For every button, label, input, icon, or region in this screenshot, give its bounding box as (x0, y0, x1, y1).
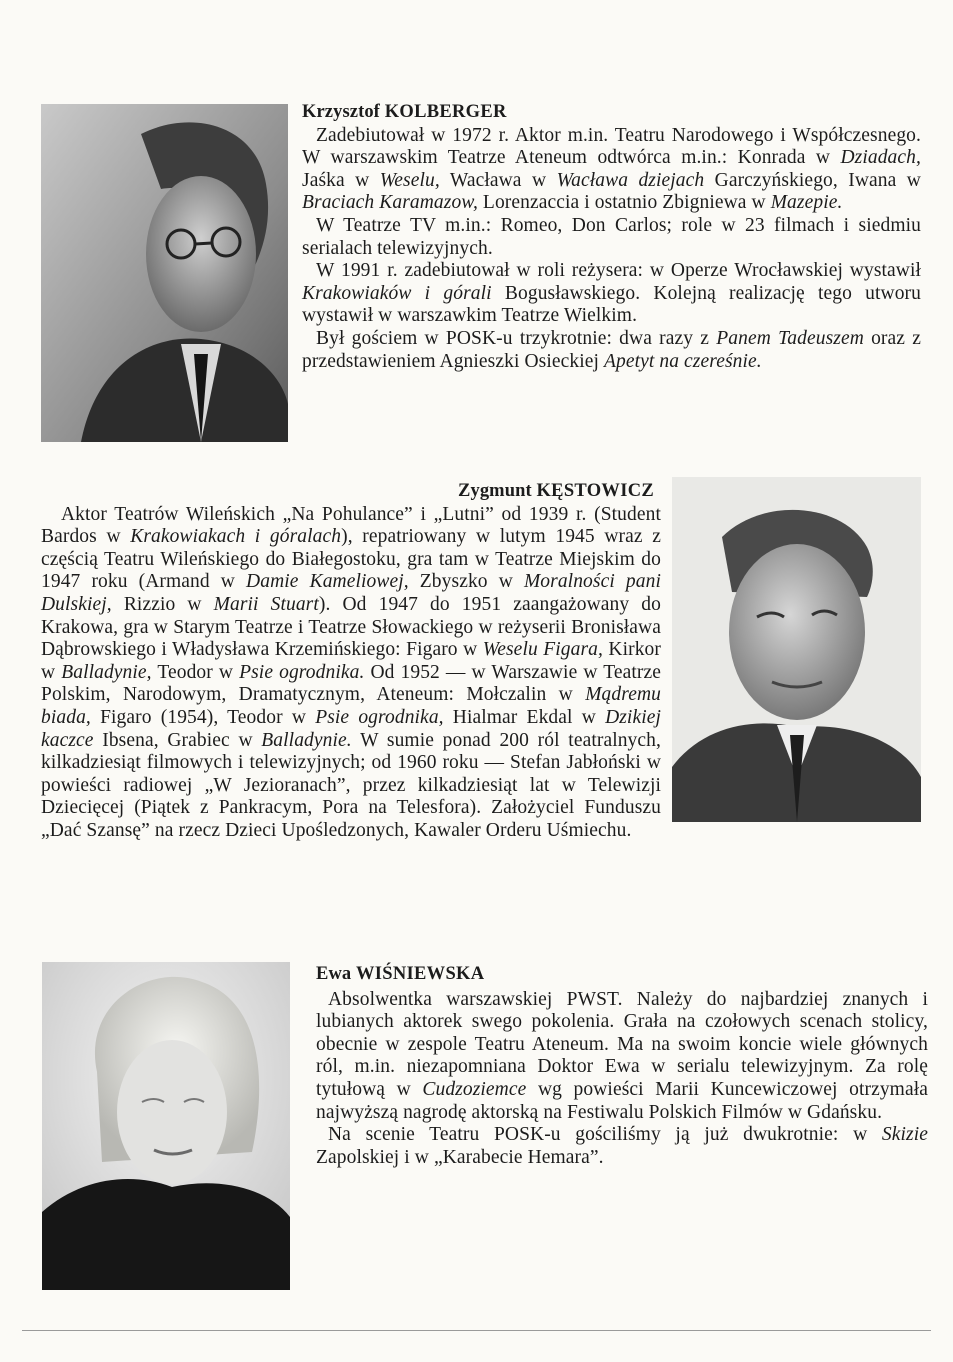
italic-title: Mazepie. (770, 192, 843, 214)
photo-kolberger (41, 104, 288, 442)
italic-title: Krakowiakach i góralach (130, 526, 342, 548)
italic-title: Psie ogrodnika. (239, 661, 365, 683)
italic-title: Balladynie. (261, 729, 352, 751)
bio-wisniewska (316, 963, 928, 1169)
bio-text: Na scenie Teatru POSK-u gościliśmy ją już dwukrotnie: w (328, 1124, 882, 1146)
bio-text: Aktor Teatrów Wileńskich „Na Pohulance” i „Lutni” od 1939 r. (Student Bardos w (41, 503, 661, 548)
bio-text: Od 1952 — w Warszawie w Teatrze Polskim, Narodowym, Dramatycznym, Ateneum: Mołczalin w (41, 661, 661, 706)
bio-text: Garczyńskiego, Iwana w (704, 169, 921, 191)
bio-text: Bogusławskiego. Kolejną realizację tego utworu wystawił w warszawkim Teatrze Wielkim. (302, 282, 921, 327)
italic-title: Psie ogrodnika, (315, 706, 444, 728)
actor-name: Zygmunt KĘSTOWICZ (458, 481, 654, 501)
bio-text: W Teatrze TV m.in.: Romeo, Don Carlos; role w 23 filmach i siedmiu serialach telewizyjnych. (302, 214, 921, 259)
bio-text: Jaśka w (302, 169, 380, 191)
bio-text: W 1991 r. zadebiutował w roli reżysera: w Operze Wrocławskiej wystawił (316, 260, 921, 282)
italic-title: Wacława dziejach (556, 169, 705, 191)
bio-paragraph (316, 989, 928, 1125)
bio-text: Figaro (1954), Teodor w (90, 706, 316, 728)
bio-text: Zapolskiej i w „Karabecie Hemara”. (316, 1146, 604, 1168)
bio-text: Teodor w (151, 661, 240, 683)
bio-text: Absolwentka warszawskiej PWST. Należy do najbardziej znanych i lubianych aktorek swego pokolenia. Grała na czołowych scenach stolicy, obecnie w zespole Teatru Ateneum. Ma na swoim koncie wiele głównych ról, m.in. niezapomniana Doktor Ewa w serialu telewizyjnym. Za rolę tytułową w (316, 988, 928, 1100)
bio-text: Kirkor w (41, 639, 661, 683)
portrait-wisniewska-image (42, 962, 290, 1290)
bio-paragraph (302, 260, 921, 328)
bio-text: Wacława w (439, 169, 557, 191)
italic-title: Krakowiaków i górali (302, 282, 492, 304)
italic-title: Braciach Karamazow, (302, 192, 478, 214)
bio-text: wg powieści Marii Kuncewiczowej otrzymała najwyższą nagrodę aktorską na Festiwalu Polskich Filmów w Gdańsku. (316, 1078, 928, 1123)
actor-name: Ewa WIŚNIEWSKA (316, 964, 485, 984)
italic-title: Weselu Figara, (482, 639, 603, 661)
bio-paragraph (302, 125, 921, 215)
italic-title: Skizie (881, 1124, 928, 1146)
bio-text: Zbyszko w (408, 571, 524, 593)
bio-text: W sumie ponad 200 ról teatralnych, kilkadziesiąt filmowych i telewizyjnych; od 1960 roku — Stefan Jabłoński w powieści radiowej „W Jezioranach”, przez kilkadziesiąt lat w Telewizji Dziecięcej (Piątek z Pankracym, Pora na Telesfora). Założyciel Funduszu „Dać Szansę” na rzecz Dzieci Upośledzonych, Kawaler Orderu Uśmiechu. (41, 729, 661, 841)
bio-text: Lorenzaccia i ostatnio Zbigniewa w (477, 192, 771, 214)
bio-text: Ibsena, Grabiec w (93, 729, 262, 751)
bio-text: oraz z przedstawieniem Agnieszki Osieckiej (302, 327, 921, 372)
italic-title: Mądremu biada, (41, 684, 661, 728)
bio-text: Rizzio w (111, 593, 214, 615)
italic-title: Damie Kameliowej, (246, 571, 409, 593)
bio-kestowicz (41, 480, 661, 843)
bio-paragraph (316, 1124, 928, 1169)
photo-kestowicz (672, 477, 921, 822)
italic-title: Balladynie, (61, 661, 152, 683)
bio-paragraph (302, 328, 921, 373)
portrait-kestowicz-image (672, 477, 921, 822)
photo-wisniewska (42, 962, 290, 1290)
italic-title: Weselu, (379, 169, 440, 191)
bio-text: Był gościem w POSK-u trzykrotnie: dwa razy z (316, 327, 717, 349)
bio-text: Zadebiutował w 1972 r. Aktor m.in. Teatru Narodowego i Współczesnego. W warszawskim Teatrze Ateneum odtwórca m.in.: Konrada w (302, 124, 921, 169)
bio-text: ). Od 1947 do 1951 zaangażowany do Krakowa, gra w Starym Teatrze i Teatrze Słowackiego w reżyserii Bronisława Dąbrowskiego i Władysława Krzemińskiego: Figaro w (41, 593, 661, 661)
bio-text: ), repatriowany w lutym 1945 wraz z częścią Teatru Wileńskiego do Białegostoku, gra tam w Teatrze Miejskim do 1947 roku (Armand w (41, 526, 661, 593)
italic-title: Dziadach, (840, 147, 921, 169)
italic-title: Dzikiej kaczce (41, 706, 661, 751)
bio-paragraph (41, 504, 661, 843)
italic-title: Apetyt na czereśnie. (603, 350, 762, 372)
italic-title: Cudzoziemce (422, 1078, 527, 1100)
bio-kolberger (302, 101, 921, 373)
italic-title: Moralności pani Dulskiej, (41, 571, 661, 615)
italic-title: Panem Tadeuszem (716, 327, 864, 349)
actor-name: Krzysztof KOLBERGER (302, 102, 507, 122)
bio-text: Hialmar Ekdal w (443, 706, 606, 728)
bio-paragraph (302, 215, 921, 260)
portrait-kolberger-image (41, 104, 288, 442)
bottom-divider (22, 1330, 931, 1331)
italic-title: Marii Stuart (213, 593, 319, 615)
